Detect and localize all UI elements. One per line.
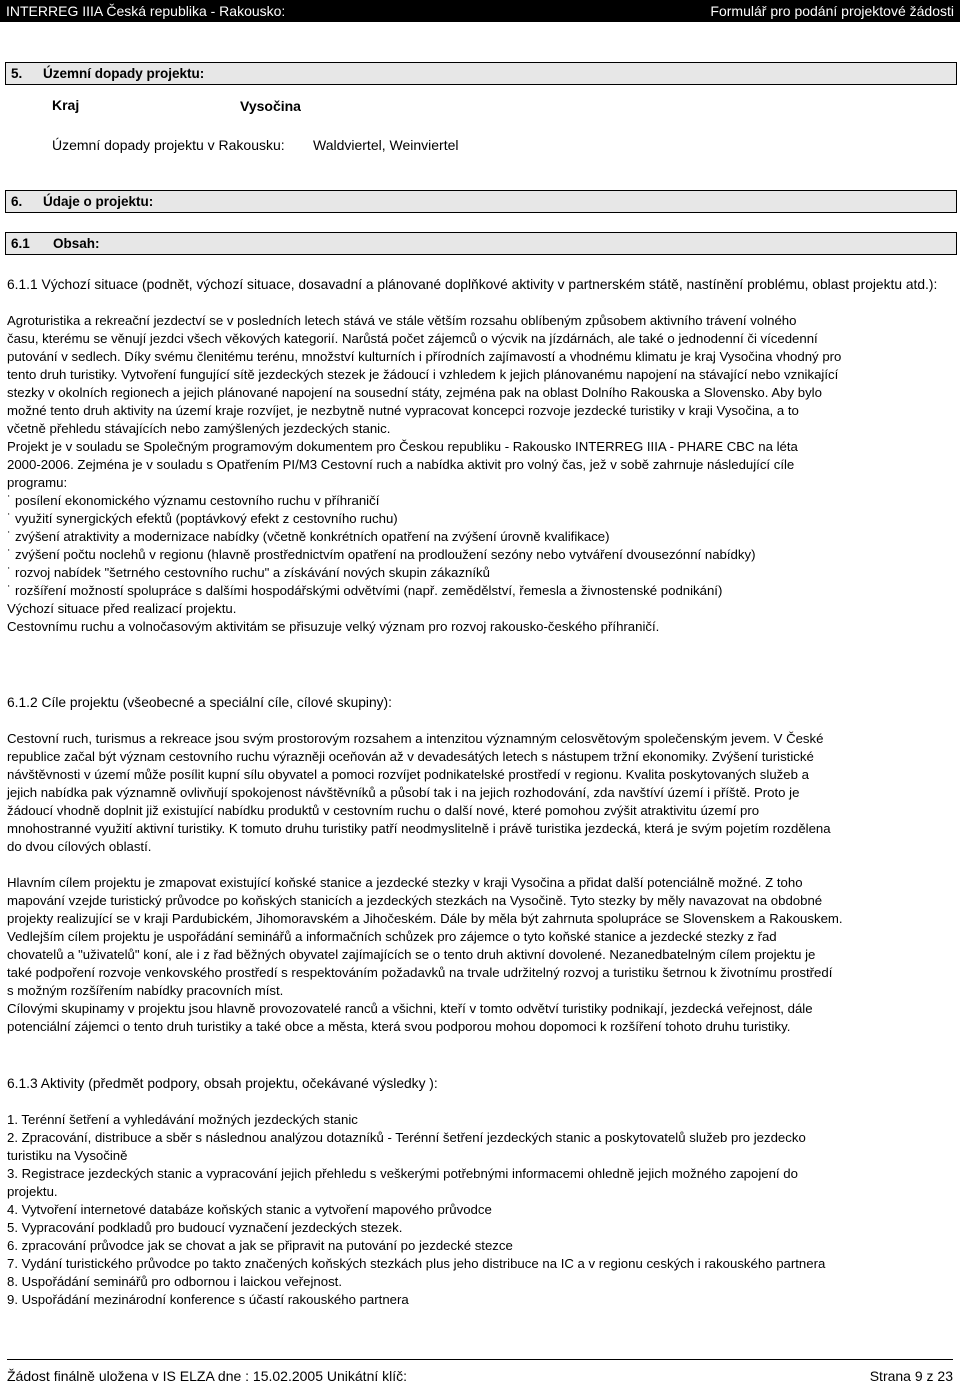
list-item: 4. Vytvoření internetové databáze koňských stanic a vytvoření mapového průvodce: [7, 1202, 492, 1217]
list-item: 9. Uspořádání mezinárodní konference s účastí rakouského partnera: [7, 1292, 409, 1307]
bullet-item: ˙ rozvoj nabídek "šetrného cestovního ruchu" a získávání nových skupin zákazníků: [7, 565, 490, 580]
text-line: putování v sedlech. Díky svému členitému terénu, množství kulturních i přírodních zajímavostí a vhodnému klimatu je kraj Vysočina vhodný pro: [7, 349, 842, 364]
text-line: Výchozí situace před realizací projektu.: [7, 601, 237, 616]
section-6-header: [5, 190, 957, 213]
list-item: 5. Vypracování podkladů pro budoucí vyznačení jezdeckých stezek.: [7, 1220, 403, 1235]
section-title: Obsah:: [53, 236, 100, 251]
section-6-1-1-heading: 6.1.1 Výchozí situace (podnět, výchozí situace, dosavadní a plánované doplňkové aktivity v partnerském státě, nastínění problému, oblast projektu atd.):: [7, 277, 938, 292]
page-number: Strana 9 z 23: [869, 1368, 953, 1384]
list-item: 6. zpracování průvodce jak se chovat a jak se připravit na putování po jezdecké stezce: [7, 1238, 513, 1253]
page-footer: [7, 1359, 953, 1385]
section-title: Územní dopady projektu:: [43, 66, 205, 81]
text-line: včetně přehledu stávajících nebo zamýšlených jezdeckých stanic.: [7, 421, 391, 436]
text-line: potenciální zájemci o tento druh turistiky a také obce a města, která svou podporou mohou dopomoci k rozšíření tohoto druhu turistiky.: [7, 1019, 791, 1034]
section-6-1-header: [5, 232, 957, 255]
section-6-1-2-heading: 6.1.2 Cíle projektu (všeobecné a speciální cíle, cílové skupiny):: [7, 695, 392, 710]
at-impact-label: Územní dopady projektu v Rakousku:: [52, 137, 285, 153]
bullet-item: ˙ posílení ekonomického významu cestovního ruchu v příhraničí: [7, 493, 380, 508]
text-line: do dvou cílových oblastí.: [7, 839, 152, 854]
text-line: Cílovými skupinamy v projektu jsou hlavně provozovatelé ranců a všichni, kteří v tomto odvětví turistiky podnikají, jezdecká veřejnost, dále: [7, 1001, 813, 1016]
text-line: Hlavním cílem projektu je zmapovat existující koňské stanice a jezdecké stezky v kraji Vysočina a přidat další potenciálně možné. Z toho: [7, 875, 803, 890]
text-line: Vedlejším cílem projektu je uspořádání seminářů a informačních schůzek pro zájemce o tyto koňské stanice a jezdecké stezky z řad: [7, 929, 777, 944]
text-line: návštěvnosti v území může posílit kupní sílu obyvatel a pomoci rozvíjet podnikatelské prostředí v regionu. Kvalita poskytovaných služeb a: [7, 767, 809, 782]
text-line: mapování vzejde turistický průvodce po koňských stanicích a jezdeckých stezkách na Vysočině. Tyto stezky by měly navazovat na obdobné: [7, 893, 823, 908]
text-line: projekty realizující se v kraji Pardubickém, Jihomoravském a Jihočeském. Dále by měla být zahrnuta spolupráce se Slovenskem a Rakouskem.: [7, 911, 843, 926]
text-line: možné tento druh aktivity na území kraje rozvíjet, je nezbytně nutné vypracovat koncepci rozvoje jezdecké turistiky v kraji Vysočina, a to: [7, 403, 799, 418]
section-number: 6.: [11, 194, 23, 209]
text-line: Cestovnímu ruchu a volnočasovým aktivitám se přisuzuje velký význam pro rozvoj rakousko-českého příhraničí.: [7, 619, 660, 634]
page-header: [0, 0, 960, 22]
bullet-item: ˙ zvýšení počtu noclehů v regionu (hlavně prostřednictvím opatření na prodloužení sezóny nebo vytváření dvousezónní nabídky): [7, 547, 756, 562]
form-title: Formulář pro podání projektové žádosti: [710, 3, 954, 19]
section-6-1-2: [7, 694, 953, 1036]
kraj-value: Vysočina: [240, 98, 301, 114]
text-line: stezky v okolních regionech a jejich plánované napojení na sousední státy, zejména pak na oblast Dolního Rakouska a Slovensko. Aby bylo: [7, 385, 822, 400]
kraj-label: Kraj: [52, 97, 80, 113]
bullet-item: ˙ využití synergických efektů (poptávkový efekt z cestovního ruchu): [7, 511, 398, 526]
text-line: tento druh turistiky. Vytvoření fungující sítě jezdeckých stezek je žádoucí i vzhledem k jejich plánovanému napojení na stávající nebo vznikající: [7, 367, 839, 382]
bullet-item: ˙ rozšíření možností spolupráce s dalšími hospodářskými odvětvími (např. zemědělství, řemesla a živnostenské podnikání): [7, 583, 723, 598]
program-title: INTERREG IIIA Česká republika - Rakousko:: [6, 3, 286, 19]
text-line: chovatelů a "uživatelů" koní, ale i z řad běžných obyvatel zajímajících se o tento druh aktivní dovolené. Nezanedbatelným cílem projektu je: [7, 947, 816, 962]
section-number: 6.1: [11, 236, 30, 251]
section-5-header: [5, 62, 957, 85]
list-item: 1. Terénní šetření a vyhledávání možných jezdeckých stanic: [7, 1112, 358, 1127]
text-line: také podpoření rozvoje venkovského prostředí s respektováním požadavků na trvale udržitelný rozvoj a turistiku šetrnou k životnímu prostředí: [7, 965, 833, 980]
text-line: republice začal být význam cestovního ruchu výrazněji oceňován až v devadesátých letech s nástupem tržní ekonomiky. Zvýšení turistické: [7, 749, 814, 764]
text-line: Projekt je v souladu se Společným programovým dokumentem pro Českou republiku - Rakousko INTERREG IIIA - PHARE CBC na léta: [7, 439, 798, 454]
list-item: 3. Registrace jezdeckých stanic a vypracování jejich přehledu s veškerými potřebnými informacemi ohledně jejich možného zapojení do: [7, 1166, 798, 1181]
section-6-1-3: [7, 1075, 953, 1309]
text-line: Cestovní ruch, turismus a rekreace jsou svým prostorovým rozsahem a intenzitou významným celosvětovým společenským jevem. V České: [7, 731, 824, 746]
bullet-item: ˙ zvýšení atraktivity a modernizace nabídky (včetně konkrétních opatření na zvýšení úrovně kvalifikace): [7, 529, 610, 544]
at-impact-value: Waldviertel, Weinviertel: [313, 137, 459, 153]
section-6-1-3-heading: 6.1.3 Aktivity (předmět podpory, obsah projektu, očekávané výsledky ):: [7, 1076, 438, 1091]
submission-info: Žádost finálně uložena v IS ELZA dne : 15.02.2005 Unikátní klíč:: [7, 1368, 408, 1384]
list-item: turistiku na Vysočině: [7, 1148, 128, 1163]
text-line: mnohostranné využití aktivní turistiky. K tomuto druhu turistiky patří neodmyslitelně i právě turistika jezdecká, která je svým pojetím rozdělena: [7, 821, 831, 836]
list-item: 7. Vydání turistického průvodce po takto značených koňských stezkách plus jeho distribuce na IC a v regionu ceských i rakouského partnera: [7, 1256, 826, 1271]
section-number: 5.: [11, 66, 23, 81]
text-line: času, kterému se věnují jezdci všech věkových kategorií. Narůstá počet zájemců o výcvik na jízdárnách, ale také o jednodenní či vícedenní: [7, 331, 818, 346]
list-item: projektu.: [7, 1184, 58, 1199]
text-line: s možným rozšířením nabídky pracovních míst.: [7, 983, 284, 998]
list-item: 2. Zpracování, distribuce a sběr s následnou analýzou dotazníků - Terénní šetření jezdeckých stanic a poskytovatelů služeb pro jezdecko: [7, 1130, 806, 1145]
text-line: jejich nabídka pak významně ovlivňují spokojenost návštěvníků a působí tak i na jejich rozhodování, zda navštíví území i příště. Proto je: [7, 785, 800, 800]
text-line: Agroturistika a rekreační jezdectví se v posledních letech stává ve stále větším rozsahu oblíbeným způsobem aktivního trávení volného: [7, 313, 797, 328]
text-line: žádoucí vhodně doplnit již existující nabídku produktů v cestovním ruchu o další nové, které pomohou zvýšit atraktivitu území pro: [7, 803, 760, 818]
section-title: Údaje o projektu:: [43, 194, 154, 209]
list-item: 8. Uspořádání seminářů pro odbornou i laickou veřejnost.: [7, 1274, 343, 1289]
text-line: programu:: [7, 475, 68, 490]
section-6-1-1: [7, 276, 953, 636]
text-line: 2000-2006. Zejména je v souladu s Opatřením PI/M3 Cestovní ruch a nabídka aktivit pro volný čas, jež v sobě zahrnuje následující cíle: [7, 457, 795, 472]
